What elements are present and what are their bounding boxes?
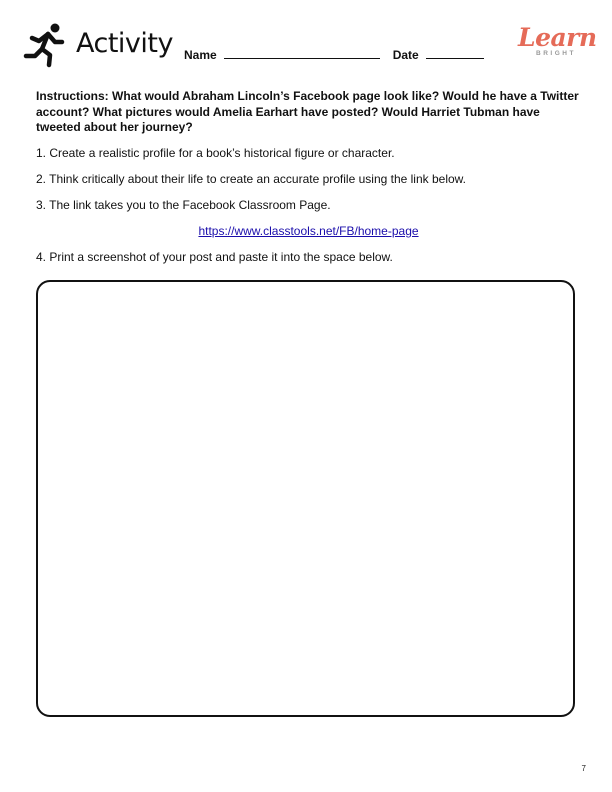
instructions-text: Instructions: What would Abraham Lincoln’s Facebook page look like? Would he have a Twitter account? What pictures would Amelia Earhart have posted? Would Harriet Tubman have tweeted about her journey? <box>36 89 579 134</box>
step-1: 1. Create a realistic profile for a book’s historical figure or character. <box>36 145 395 160</box>
step-4: 4. Print a screenshot of your post and paste it into the space below. <box>36 249 393 264</box>
step-3: 3. The link takes you to the Facebook Classroom Page. <box>36 197 331 212</box>
learn-bright-logo <box>518 23 597 68</box>
link-row <box>36 224 581 238</box>
classtools-link[interactable]: https://www.classtools.net/FB/home-page <box>198 223 419 238</box>
logo-subtitle: BRIGHT <box>536 50 576 57</box>
activity-title: Activity <box>76 28 173 59</box>
step-2: 2. Think critically about their life to create an accurate profile using the link below. <box>36 171 467 186</box>
date-field-line[interactable] <box>426 46 484 59</box>
screenshot-paste-box <box>36 280 575 717</box>
logo-word: Learn <box>518 23 597 52</box>
name-field-line[interactable] <box>224 46 380 59</box>
date-label: Date <box>392 48 419 62</box>
name-date-fields <box>184 46 484 62</box>
page-number: 7 <box>581 764 586 773</box>
name-label: Name <box>184 48 217 62</box>
activity-content <box>36 89 581 276</box>
worksheet-header <box>22 22 597 72</box>
running-person-icon <box>22 22 68 68</box>
